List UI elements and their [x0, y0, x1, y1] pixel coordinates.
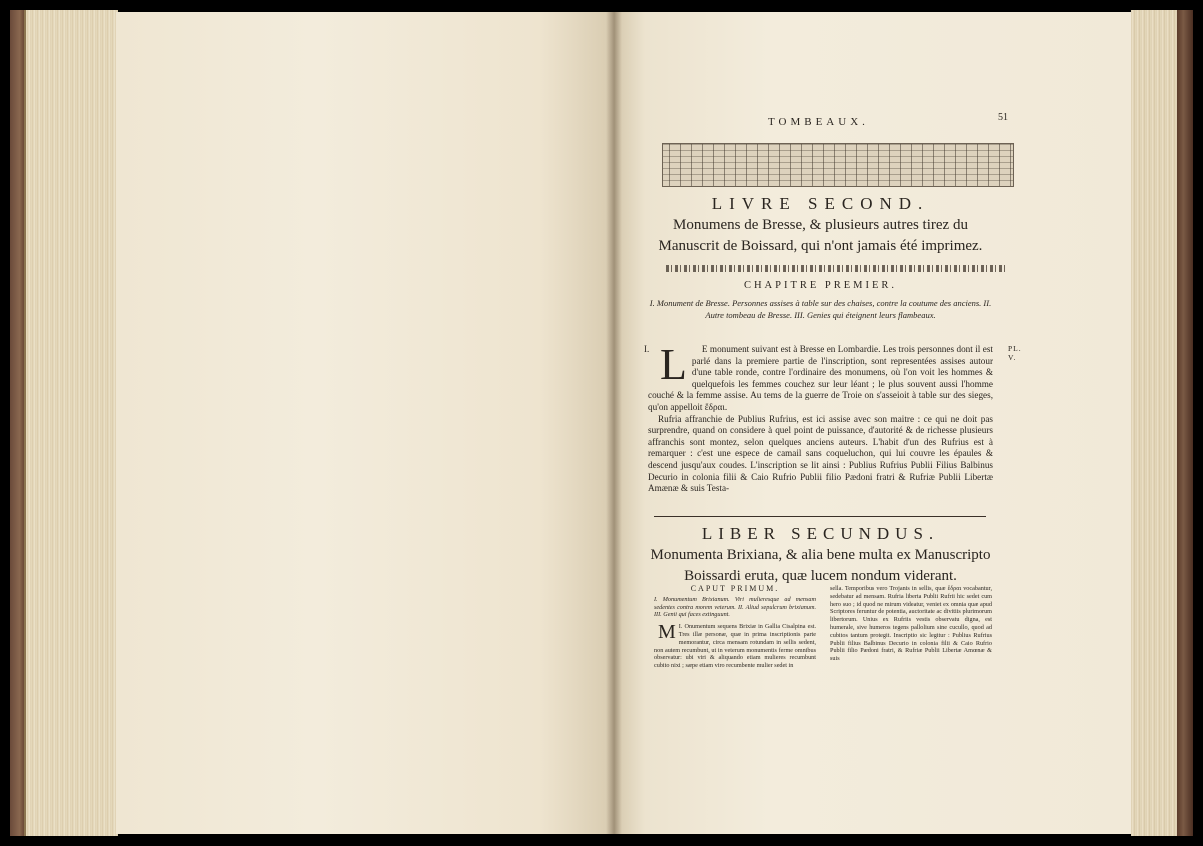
headpiece-ornament — [662, 143, 1014, 187]
ornamental-rule — [666, 265, 1006, 272]
book-subtitle-french: Monumens de Bresse, & plusieurs autres tirez du Manuscrit de Boissard, qui n'ont jamais été imprimez. — [658, 217, 983, 254]
running-head-title: TOMBEAUX. — [768, 116, 869, 128]
left-blank-page — [116, 12, 614, 834]
latin-text-left: Onumentum sequens Brixiæ in Gallia Cisalpina est. Tres illæ personæ, quæ in prima inscriptionis parte memorantur, circa mensam rotundam in sellis sedent, non autem recumbunt, ut in veterum monumentis ferme omnibus observatur: ubi viri & aliquando etiam mulieres recumbunt cubito nixi ; sæpe etiam viro recumbente mulier sedet in — [654, 623, 816, 670]
latin-drop-cap: M — [658, 621, 676, 644]
plate-margin-note: PL. V. — [1008, 344, 1022, 362]
right-cover-edge — [1177, 10, 1193, 836]
french-body-text — [648, 340, 993, 495]
running-head — [768, 112, 1008, 130]
book-subtitle-latin: Monumenta Brixiana, & alia bene multa ex Manuscripto Boissardi eruta, quæ lucem nondum viderant. — [650, 547, 991, 584]
drop-cap-letter: L — [660, 340, 687, 389]
book-title-french: LIVRE SECOND. — [711, 194, 930, 213]
latin-column-right — [830, 585, 992, 663]
chapter-title: CHAPITRE PREMIER. — [743, 280, 898, 291]
left-page-stack — [24, 10, 118, 836]
right-page — [614, 12, 1133, 834]
right-page-stack — [1131, 10, 1179, 836]
latin-paragraph-left — [654, 623, 816, 670]
caput-title: CAPUT PRIMUM. — [690, 584, 780, 593]
section-number: I. — [644, 344, 650, 354]
french-paragraph-1: E monument suivant est à Bresse en Lombardie. Les trois personnes dont il est parlé dans la premiere partie de l'inscription, sont representées assises autour d'une table ronde, contre l'ordinaire des monumens, où l'on voit les hommes & quelquefois les femmes couchez sur leur léant ; le plus souvent aussi l'homme couché & la femme assise. Au tems de la guerre de Troie on s'asseioit à table sur des sieges, qu'on appelloit ἕδραι. — [648, 344, 993, 412]
page-number: 51 — [998, 112, 1008, 123]
book-gutter — [606, 12, 622, 834]
caput-summary: I. Monumentum Brixianum. Viri mulieresque ad mensam sedentes contra morem veterum. II. Aliud sepulcrum brixianum. III. Genii qui faces extinguunt. — [654, 595, 816, 619]
page-content — [644, 12, 1022, 834]
open-book — [10, 10, 1193, 836]
book-title-latin: LIBER SECUNDUS. — [701, 524, 940, 543]
latin-column-left — [654, 585, 816, 670]
chapter-summary: I. Monument de Bresse. Personnes assises à table sur des chaises, contre la coutume des anciens. II. Autre tombeau de Bresse. III. Genies qui éteignent leurs flambeaux. — [649, 298, 992, 320]
french-paragraph-2: Rufria affranchie de Publius Rufrius, est ici assise avec son maitre : ce qui ne doit pas surprendre, quand on considere à quel point de puissance, d'autorité & de richesse plusieurs affranchis sont montez, selon quelques anciens auteurs. L'habit d'un des Rufrius est à remarquer : c'est une espece de camail sans coqueluchon, qui lui couvre les épaules & descend jusqu'aux coudes. L'inscription se lit ainsi : Publius Rufrius Publii Filius Balbinus Decurio in colonia filii & Caio Rufrio Publii filio Pædoni fratri & Rufriæ Publii Libertæ Amænæ & suis Testa- — [648, 413, 993, 494]
latin-text-right: sella. Temporibus vero Trojanis in sellis, quæ ἕδραι vocabantur, sedebatur ad mensam. Rufria liberta Publii Rufrii hic sedet cum hero suo ; id quod ne mirum videatur, veniet ex omnia quæ apud Scriptores feruntur de potentia, auctoritate ac divitiis plurimorum libertorum. Unius ex Rufriis vestis observatu digna, est humerale, sive humeros tegens pallolium sine cucullo, quod ad cubitos tantum protegit. Inscriptio sic legitur : Publius Rufrius Publii filius Balbinus Decurio in colonia filii & Caio Rufrio Publii filio Pædoni fratri, & Rufriæ Publii Libertæ Amœnæ & suis — [830, 585, 992, 663]
latin-section-number: I. — [678, 623, 683, 631]
section-divider — [654, 516, 986, 517]
